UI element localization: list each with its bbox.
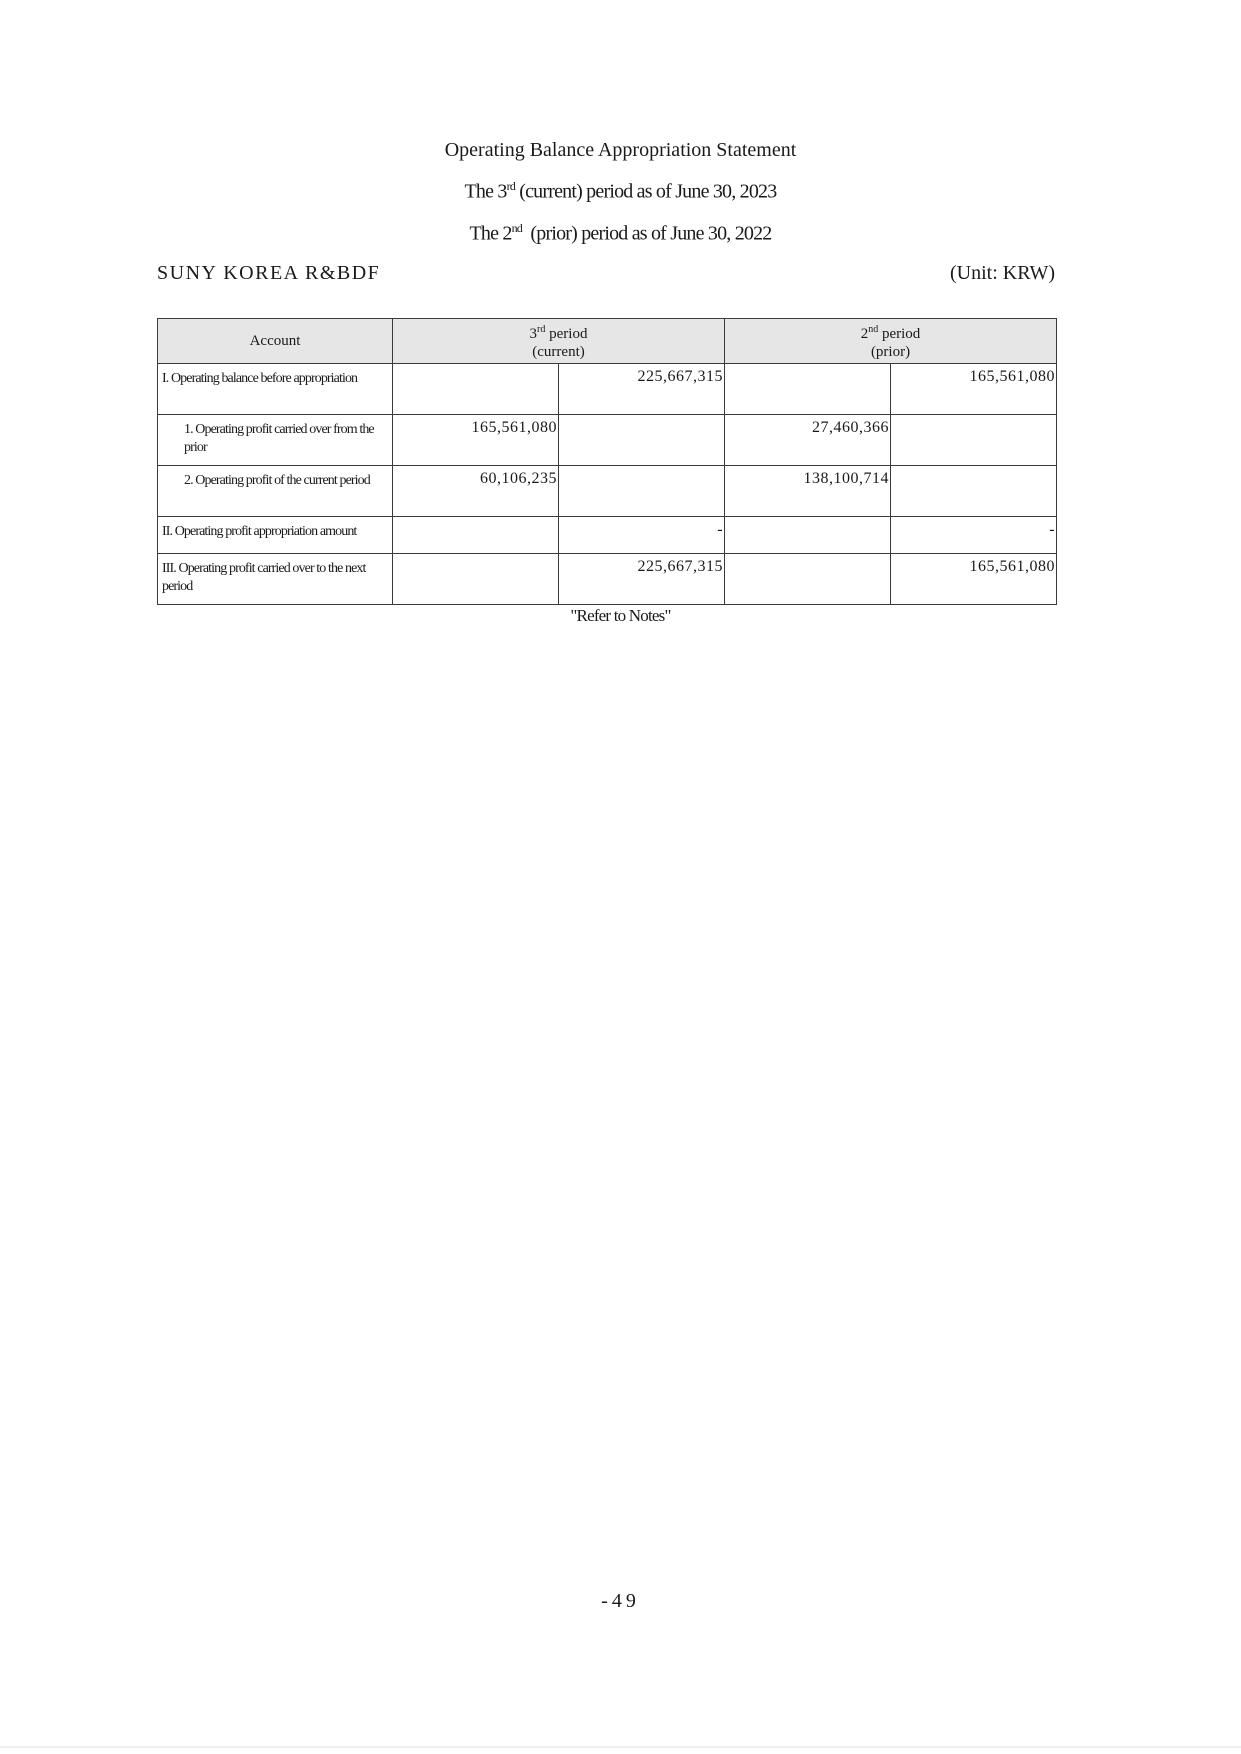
table-row xyxy=(158,364,1057,415)
account-cell: 2. Operating profit of the current period xyxy=(158,466,393,517)
account-cell: II. Operating profit appropriation amount xyxy=(158,517,393,554)
prior-period-prefix: The 2 xyxy=(469,222,512,245)
current-period-prefix: The 3 xyxy=(464,180,507,203)
current-total-cell: 225,667,315 xyxy=(559,364,725,415)
current-total-cell: 225,667,315 xyxy=(559,554,725,605)
current-total-cell xyxy=(559,415,725,466)
table-row xyxy=(158,466,1057,517)
current-sub-cell: 165,561,080 xyxy=(393,415,559,466)
header-prior-period xyxy=(725,319,1057,364)
prior-sub-cell xyxy=(725,554,891,605)
table-row xyxy=(158,554,1057,605)
current-period-sup: rd xyxy=(506,179,516,193)
prior-total-cell xyxy=(891,415,1057,466)
header-current-prefix: 3 xyxy=(529,326,538,342)
current-sub-cell xyxy=(393,517,559,554)
table-header-row xyxy=(158,319,1057,364)
header-prior-line2: (prior) xyxy=(870,344,911,360)
prior-sub-cell xyxy=(725,364,891,415)
page-number: -49 xyxy=(601,1590,640,1612)
unit-label: (Unit: KRW) xyxy=(950,262,1055,284)
statement-title: Operating Balance Appropriation Statement xyxy=(444,139,797,161)
header-prior-sup: nd xyxy=(868,324,879,335)
header-account: Account xyxy=(158,319,393,364)
table-row xyxy=(158,415,1057,466)
current-total-cell xyxy=(559,466,725,517)
current-sub-cell xyxy=(393,364,559,415)
prior-total-cell: 165,561,080 xyxy=(891,364,1057,415)
prior-sub-cell: 27,460,366 xyxy=(725,415,891,466)
current-sub-cell xyxy=(393,554,559,605)
header-prior-line1: period xyxy=(878,326,921,342)
current-sub-cell: 60,106,235 xyxy=(393,466,559,517)
company-name: SUNY KOREA R&BDF xyxy=(157,262,381,284)
scan-edge-divider xyxy=(0,1746,1241,1748)
prior-period-sup: nd xyxy=(511,220,523,235)
prior-sub-cell: 138,100,714 xyxy=(725,466,891,517)
prior-total-cell: 165,561,080 xyxy=(891,554,1057,605)
current-period-line xyxy=(0,174,1241,204)
prior-sub-cell xyxy=(725,517,891,554)
current-total-cell: - xyxy=(559,517,725,554)
table-row xyxy=(158,517,1057,554)
title-block xyxy=(0,138,1241,257)
header-current-period xyxy=(393,319,725,364)
header-current-sup: rd xyxy=(537,324,546,335)
prior-period-suffix: (prior) period as of June 30, 2022 xyxy=(522,222,772,245)
header-current-line2: (current) xyxy=(532,344,585,360)
appropriation-table xyxy=(157,318,1057,605)
account-cell: I. Operating balance before appropriation xyxy=(158,364,393,415)
current-period-suffix: (current) period as of June 30, 2023 xyxy=(515,180,777,203)
prior-total-cell: - xyxy=(891,517,1057,554)
header-current-line1: period xyxy=(545,326,588,342)
prior-total-cell xyxy=(891,466,1057,517)
account-cell: III. Operating profit carried over to the next period xyxy=(158,554,393,605)
refer-to-notes: "Refer to Notes" xyxy=(570,606,671,625)
account-cell: 1. Operating profit carried over from the prior xyxy=(158,415,393,466)
prior-period-line xyxy=(0,216,1241,246)
header-prior-prefix: 2 xyxy=(860,326,869,342)
